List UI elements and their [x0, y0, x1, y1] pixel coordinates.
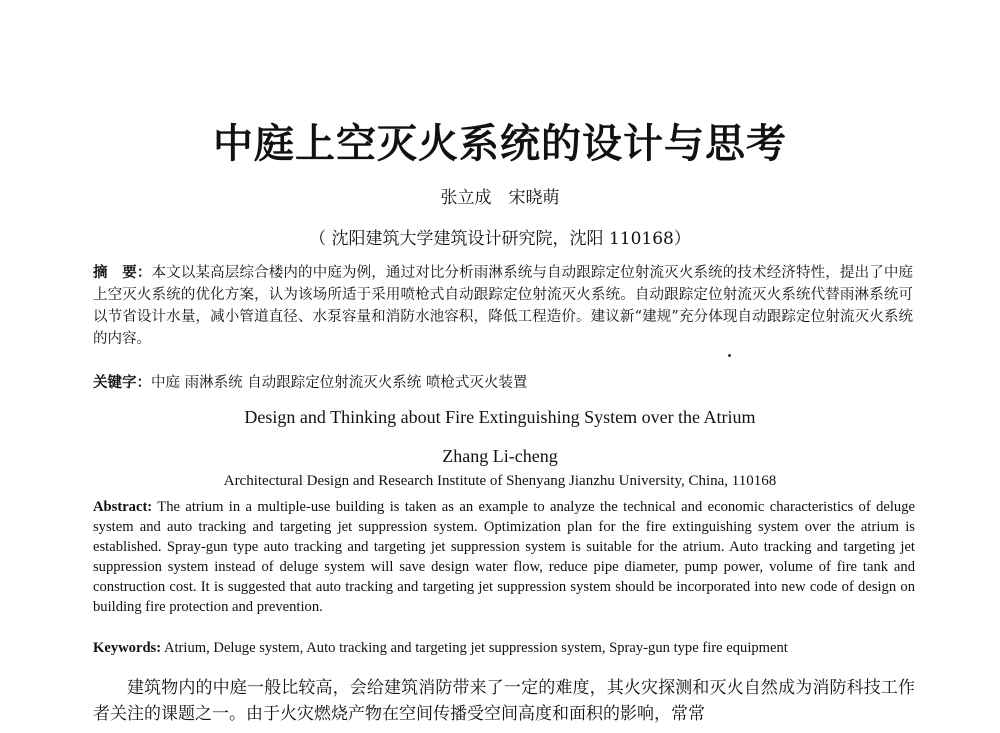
paper-title-en: Design and Thinking about Fire Extinguishing System over the Atrium [244, 407, 756, 427]
keywords-cn-label: 关键字： [93, 375, 151, 391]
abstract-cn-text: 本文以某高层综合楼内的中庭为例，通过对比分析雨淋系统与自动跟踪定位射流灭火系统的技术经济特性，提出了中庭上空灭火系统的优化方案，认为该场所适于采用喷枪式自动跟踪定位射流灭火系统。自动跟踪定位射流灭火系统代替雨淋系统可以节省设计水量，减小管道直径、水泵容量和消防水池容积，降低工程造价。建议新“建规”充分体现自动跟踪定位射流灭火系统的内容。 [93, 265, 914, 347]
body-paragraph-cn: 建筑物内的中庭一般比较高，会给建筑消防带来了一定的难度，其火灾探测和灭火自然成为消防科技工作者关注的课题之一。由于火灾燃烧产物在空间传播受空间高度和面积的影响，常常 [93, 678, 915, 724]
scan-speck [728, 354, 731, 357]
keywords-en [93, 640, 915, 657]
abstract-en-label: Abstract: [93, 499, 153, 515]
keywords-en-label: Keywords: [93, 640, 162, 656]
keywords-en-text: Atrium, Deluge system, Auto tracking and targeting jet suppression system, Spray-gun type fire equipment [163, 640, 788, 656]
abstract-en-text: The atrium in a multiple-use building is taken as an example to analyze the technical and economic characteristics of deluge system and auto tracking and targeting jet suppression system. Optimization plan for the fire extinguishing system over the atrium is established. Spray-gun type auto tracking and targeting jet suppression system is suitable for the atrium. Auto tracking and targeting jet suppression system instead of deluge system will save design water flow, reduce pipe diameter, pump power, volume of fire tank and construction cost. It is suggested that auto tracking and targeting jet suppression system should be incorporated into new code of design on building fire protection and prevention. [93, 499, 915, 615]
keywords-cn-text: 中庭 雨淋系统 自动跟踪定位射流灭火系统 喷枪式灭火装置 [151, 375, 528, 391]
affiliation-en: Architectural Design and Research Institute of Shenyang Jianzhu University, China, 110168 [223, 473, 777, 489]
author-en: Zhang Li-cheng [442, 446, 558, 466]
paper-title-cn: 中庭上空灭火系统的设计与思考 [213, 121, 787, 167]
affiliation-cn: （ 沈阳建筑大学建筑设计研究院，沈阳 110168） [309, 229, 691, 249]
abstract-cn-label: 摘 要： [93, 265, 152, 281]
keywords-cn [93, 371, 913, 392]
authors-cn: 张立成 宋晓萌 [440, 188, 560, 208]
abstract-cn [93, 262, 913, 350]
abstract-en [93, 497, 915, 617]
